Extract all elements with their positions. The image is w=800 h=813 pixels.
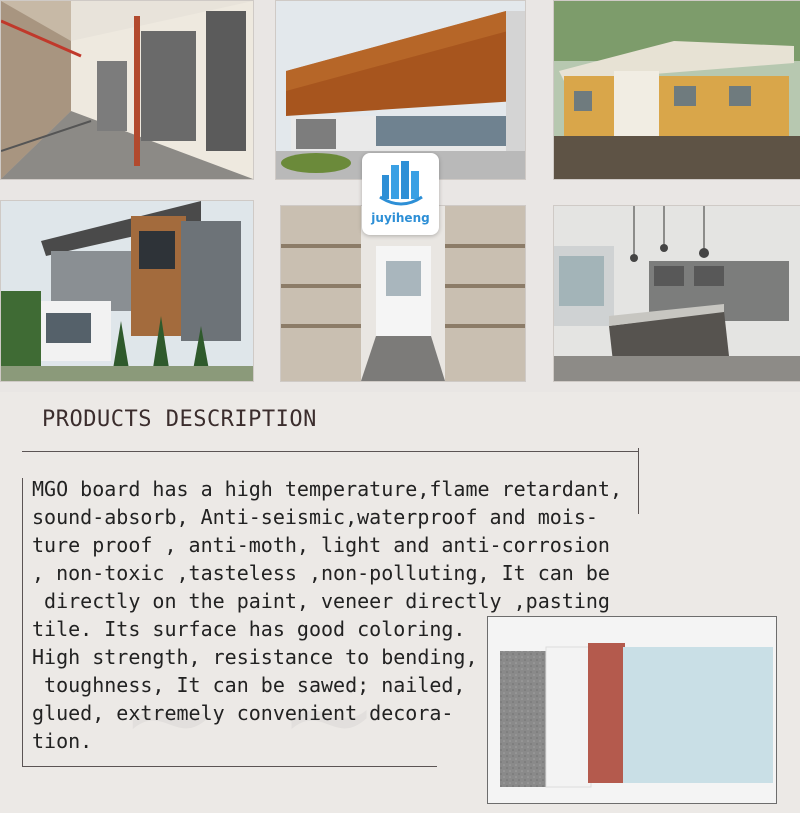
description-line: High strength, resistance to bending, [32, 645, 478, 669]
description-line: directly on the paint, veneer directly ,pasting [32, 589, 610, 613]
mgo-board-samples-image [487, 616, 777, 804]
logo-text: juyiheng [371, 211, 430, 225]
photo-gallery [0, 0, 800, 392]
description-line: sound-absorb, Anti-seismic,waterproof and mois- [32, 505, 598, 529]
description-line: tion. [32, 729, 93, 753]
buildings-logo-icon [376, 159, 426, 209]
left-border [22, 478, 23, 766]
top-divider [22, 451, 639, 452]
description-line: tile. Its surface has good coloring. [32, 617, 466, 641]
description-line: glued, extremely convenient decora- [32, 701, 454, 725]
brand-logo [362, 153, 439, 235]
description-line: ture proof , anti-moth, light and anti-corrosion [32, 533, 610, 557]
prefab-house-photo [553, 0, 800, 180]
description-line: MGO board has a high temperature,flame retardant, [32, 477, 623, 501]
modern-house-photo [0, 200, 254, 382]
description-line: , non-toxic ,tasteless ,non-polluting, It can be [32, 561, 610, 585]
description-line: toughness, It can be sawed; nailed, [32, 673, 466, 697]
building-corridor-photo [0, 0, 254, 180]
kitchen-interior-photo [553, 205, 800, 382]
section-heading: PRODUCTS DESCRIPTION [42, 407, 317, 432]
bottom-divider [22, 766, 437, 767]
product-description-section [0, 392, 800, 813]
